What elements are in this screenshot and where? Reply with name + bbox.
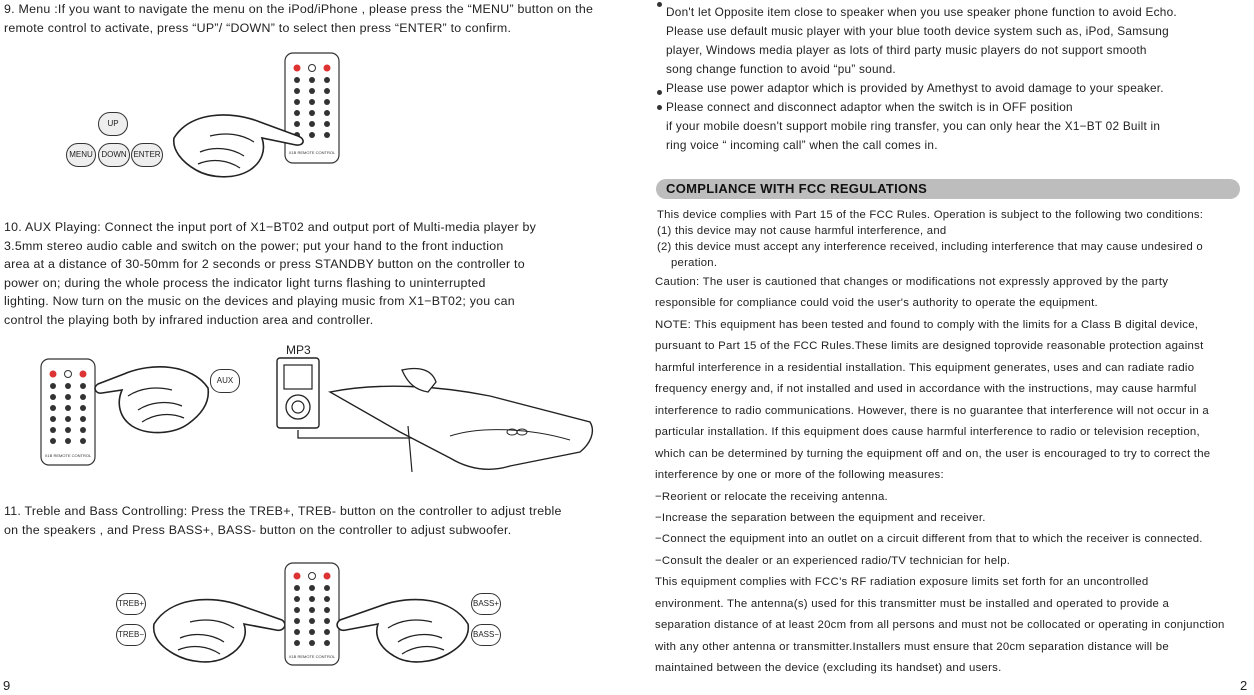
mp3-label: MP3 [286, 343, 311, 357]
fcc-body [655, 272, 1251, 680]
hand-illustration [332, 574, 472, 670]
text-line: remote control to activate, press “UP”/ “DOWN” to select then press “ENTER” to confirm. [4, 20, 512, 35]
text-line: Please connect and disconnect adaptor when the switch is in OFF position [666, 100, 1073, 114]
text-line: peration. [671, 257, 718, 269]
treble-plus-button-icon: TREB+ [116, 593, 146, 615]
text-line: control the playing both by infrared induction area and controller. [4, 312, 374, 327]
text-line: interference by one or more of the following measures: [655, 469, 944, 482]
step-11-text [4, 502, 604, 539]
text-line: This equipment complies with FCC’s RF radiation exposure limits set forth for an uncontrolled [655, 576, 1149, 589]
text-line: −Connect the equipment into an outlet on a circuit different from that to which the receiver is connected. [655, 533, 1203, 546]
hand-illustration [170, 92, 310, 184]
text-line: Please use default music player with your blue tooth device system such as, iPod, Samsung [666, 24, 1169, 38]
treble-minus-button-icon: TREB− [116, 624, 146, 646]
down-button-icon: DOWN [98, 143, 130, 167]
text-line: −Consult the dealer or an experienced radio/TV technician for help. [655, 554, 1011, 567]
text-line: which can be determined by turning the equipment off and on, the user is encouraged to try to correct the [655, 447, 1211, 460]
bullet-icon [657, 90, 662, 95]
text-line: lighting. Now turn on the music on the devices and playing music from X1−BT02; you can [4, 294, 515, 309]
text-line: on the speakers , and Press BASS+, BASS- button on the controller to adjust subwoofer. [4, 522, 512, 537]
section-heading-band [656, 179, 1240, 199]
text-line: −Reorient or relocate the receiving antenna. [655, 490, 888, 503]
bullet-icon [657, 2, 662, 7]
text-line: Don't let Opposite item close to speaker when you use speaker phone function to avoid Echo. [666, 5, 1177, 19]
text-line: harmful interference in a residential installation. This equipment generates, uses and can radiate radio [655, 361, 1195, 374]
text-line: NOTE: This equipment has been tested and found to comply with the limits for a Class B digital device, [655, 318, 1199, 331]
step-9-text [4, 0, 604, 37]
remote-caption: X1B REMOTE CONTROL [288, 150, 336, 155]
remote-control-illustration [40, 358, 96, 466]
enter-button-icon: ENTER [131, 143, 163, 167]
text-line: player, Windows media player as lots of third party music players do not support smooth [666, 43, 1147, 57]
aux-port-label: AUX [210, 369, 240, 393]
section-title: COMPLIANCE WITH FCC REGULATIONS [666, 181, 928, 196]
text-line: responsible for compliance could void the user's authority to operate the equipment. [655, 297, 1098, 310]
text-line: particular installation. If this equipment does cause harmful interference to radio or television reception, [655, 426, 1200, 439]
text-line: song change function to avoid “pu” sound. [666, 62, 896, 76]
page-number-left: 9 [3, 678, 11, 693]
text-line: frequency energy and, if not installed and used in accordance with the instructions, may cause harmful [655, 383, 1197, 396]
hand-illustration [150, 574, 290, 670]
text-line: if your mobile doesn't support mobile ring transfer, you can only hear the X1−BT 02 Built in [666, 119, 1161, 133]
text-line: area at a distance of 30-50mm for 2 seconds or press STANDBY button on the controller to [4, 257, 525, 272]
menu-button-icon: MENU [66, 143, 96, 167]
remote-caption: X1B REMOTE CONTROL [288, 654, 336, 659]
text-line: (1) this device may not cause harmful interference, and [657, 225, 947, 237]
text-line: maintained between the device (excluding its handset) and users. [655, 662, 1002, 675]
usage-notes [666, 3, 1252, 155]
bullet-icon [657, 105, 662, 110]
text-line: power on; during the whole process the indicator light turns flashing to uninterrupted [4, 275, 486, 290]
page-number-right: 2 [1240, 678, 1248, 693]
text-line: This device complies with Part 15 of the FCC Rules. Operation is subject to the following two conditions: [657, 209, 1204, 221]
text-line: Please use power adaptor which is provided by Amethyst to avoid damage to your speaker. [666, 81, 1164, 95]
text-line: 11. Treble and Bass Controlling: Press the TREB+, TREB- button on the controller to adjust treble [4, 504, 562, 518]
text-line: pursuant to Part 15 of the FCC Rules.These limits are designed toprovide reasonable protection against [655, 340, 1204, 353]
text-line: interference to radio communications. However, there is no guarantee that interference will not occur in a [655, 404, 1209, 417]
text-line: separation distance of at least 20cm from all persons and must not be collocated or operating in conjunction [655, 619, 1225, 632]
text-line: ring voice “ incoming call” when the call comes in. [666, 138, 938, 152]
speaker-illustration [290, 362, 600, 502]
step-10-text [4, 218, 604, 330]
hand-illustration [92, 348, 212, 444]
text-line: 10. AUX Playing: Connect the input port of X1−BT02 and output port of Multi-media player by [4, 220, 537, 234]
bass-plus-button-icon: BASS+ [471, 593, 501, 615]
fcc-intro [657, 207, 1251, 271]
text-line: Caution: The user is cautioned that changes or modifications not expressly approved by the party [655, 276, 1169, 288]
text-line: −Increase the separation between the equipment and receiver. [655, 511, 986, 524]
text-line: (2) this device must accept any interference received, including interference that may cause undesired o [657, 241, 1203, 253]
bass-minus-button-icon: BASS− [471, 624, 501, 646]
text-line: with any other antenna or transmitter.Installers must ensure that 20cm separation distance will be [655, 640, 1169, 653]
text-line: 3.5mm stereo audio cable and switch on the power; put your hand to the front induction [4, 238, 504, 253]
up-button-icon: UP [98, 112, 128, 136]
text-line: environment. The antenna(s) used for this transmitter must be installed and operated to provide a [655, 597, 1170, 610]
text-line: 9. Menu :If you want to navigate the menu on the iPod/iPhone , please press the “MENU” button on the [4, 2, 594, 16]
remote-caption: X1B REMOTE CONTROL [44, 453, 92, 458]
